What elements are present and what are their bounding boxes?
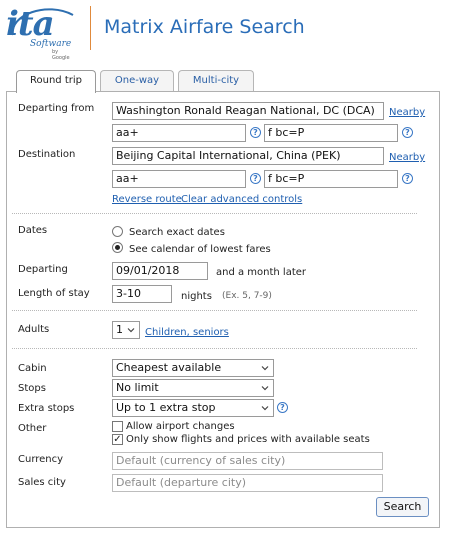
calendar-radio[interactable] (112, 242, 123, 253)
clear-advanced-controls-link[interactable]: Clear advanced controls (181, 194, 303, 205)
adults-select[interactable] (112, 321, 140, 339)
extra-stops-value: Up to 1 extra stop (116, 401, 216, 414)
logo-google-text: by Google (52, 49, 70, 61)
adults-value: 1 (116, 323, 123, 336)
help-icon[interactable]: ? (250, 173, 261, 184)
departing-date-input[interactable]: 09/01/2018 (112, 262, 208, 280)
page-title: Matrix Airfare Search (104, 16, 305, 38)
extra-stops-label: Extra stops (18, 403, 75, 414)
help-icon[interactable]: ? (250, 127, 261, 138)
currency-input[interactable]: Default (currency of sales city) (112, 452, 383, 470)
children-seniors-link[interactable]: Children, seniors (145, 327, 229, 338)
departing-date-suffix: and a month later (216, 267, 307, 278)
help-icon[interactable]: ? (402, 173, 413, 184)
tab-one-way[interactable]: One-way (100, 70, 174, 91)
destination-routing-input[interactable]: aa+ (112, 170, 246, 188)
cabin-label: Cabin (18, 363, 47, 374)
destination-nearby-link[interactable]: Nearby (389, 152, 426, 163)
cabin-value: Cheapest available (116, 361, 222, 374)
exact-dates-radio[interactable] (112, 226, 123, 237)
tab-multi-city[interactable]: Multi-city (178, 70, 254, 91)
help-icon[interactable]: ? (277, 402, 288, 413)
departing-nearby-link[interactable]: Nearby (389, 107, 426, 118)
available-seats-checkbox[interactable]: ✓ (113, 434, 122, 445)
sales-city-label: Sales city (18, 477, 66, 488)
reverse-route-link[interactable]: Reverse route (112, 194, 182, 205)
currency-label: Currency (18, 454, 64, 465)
exact-dates-label[interactable]: Search exact dates (129, 227, 225, 238)
search-button[interactable]: Search (376, 497, 429, 517)
chevron-down-icon (260, 363, 270, 373)
chevron-down-icon (260, 383, 270, 393)
departing-extension-input[interactable]: f bc=P (264, 124, 398, 142)
length-of-stay-label: Length of stay (18, 288, 90, 299)
stay-example-hint: (Ex. 5, 7-9) (222, 291, 272, 301)
logo-software-text: Software (30, 39, 72, 49)
section-divider (12, 310, 417, 311)
chevron-down-icon (126, 325, 136, 335)
calendar-label[interactable]: See calendar of lowest fares (129, 244, 271, 255)
help-icon[interactable]: ? (402, 127, 413, 138)
other-label: Other (18, 423, 47, 434)
available-seats-label[interactable]: Only show flights and prices with available seats (126, 434, 370, 445)
stops-value: No limit (116, 381, 159, 394)
logo-ita-text: ita (6, 4, 54, 44)
adults-label: Adults (18, 324, 50, 335)
section-divider (12, 213, 417, 214)
cabin-select[interactable] (112, 359, 274, 377)
departing-routing-input[interactable]: aa+ (112, 124, 246, 142)
departing-from-label: Departing from (18, 103, 95, 114)
header-divider (90, 6, 91, 50)
airport-changes-label[interactable]: Allow airport changes (126, 421, 235, 432)
chevron-down-icon (260, 403, 270, 413)
ita-software-logo (6, 4, 76, 61)
nights-label: nights (181, 291, 212, 302)
tab-round-trip[interactable]: Round trip (16, 70, 96, 93)
destination-extension-input[interactable]: f bc=P (264, 170, 398, 188)
destination-input[interactable]: Beijing Capital International, China (PEK) (112, 147, 384, 165)
extra-stops-select[interactable] (112, 399, 274, 417)
stops-select[interactable] (112, 379, 274, 397)
destination-label: Destination (18, 149, 76, 160)
departing-from-input[interactable]: Washington Ronald Reagan National, DC (DCA) (112, 102, 384, 120)
departing-date-label: Departing (18, 264, 68, 275)
stops-label: Stops (18, 383, 46, 394)
dates-label: Dates (18, 225, 48, 236)
sales-city-input[interactable]: Default (departure city) (112, 474, 383, 492)
section-divider (12, 348, 417, 349)
length-of-stay-input[interactable]: 3-10 (112, 285, 172, 303)
airport-changes-checkbox[interactable] (112, 421, 123, 432)
